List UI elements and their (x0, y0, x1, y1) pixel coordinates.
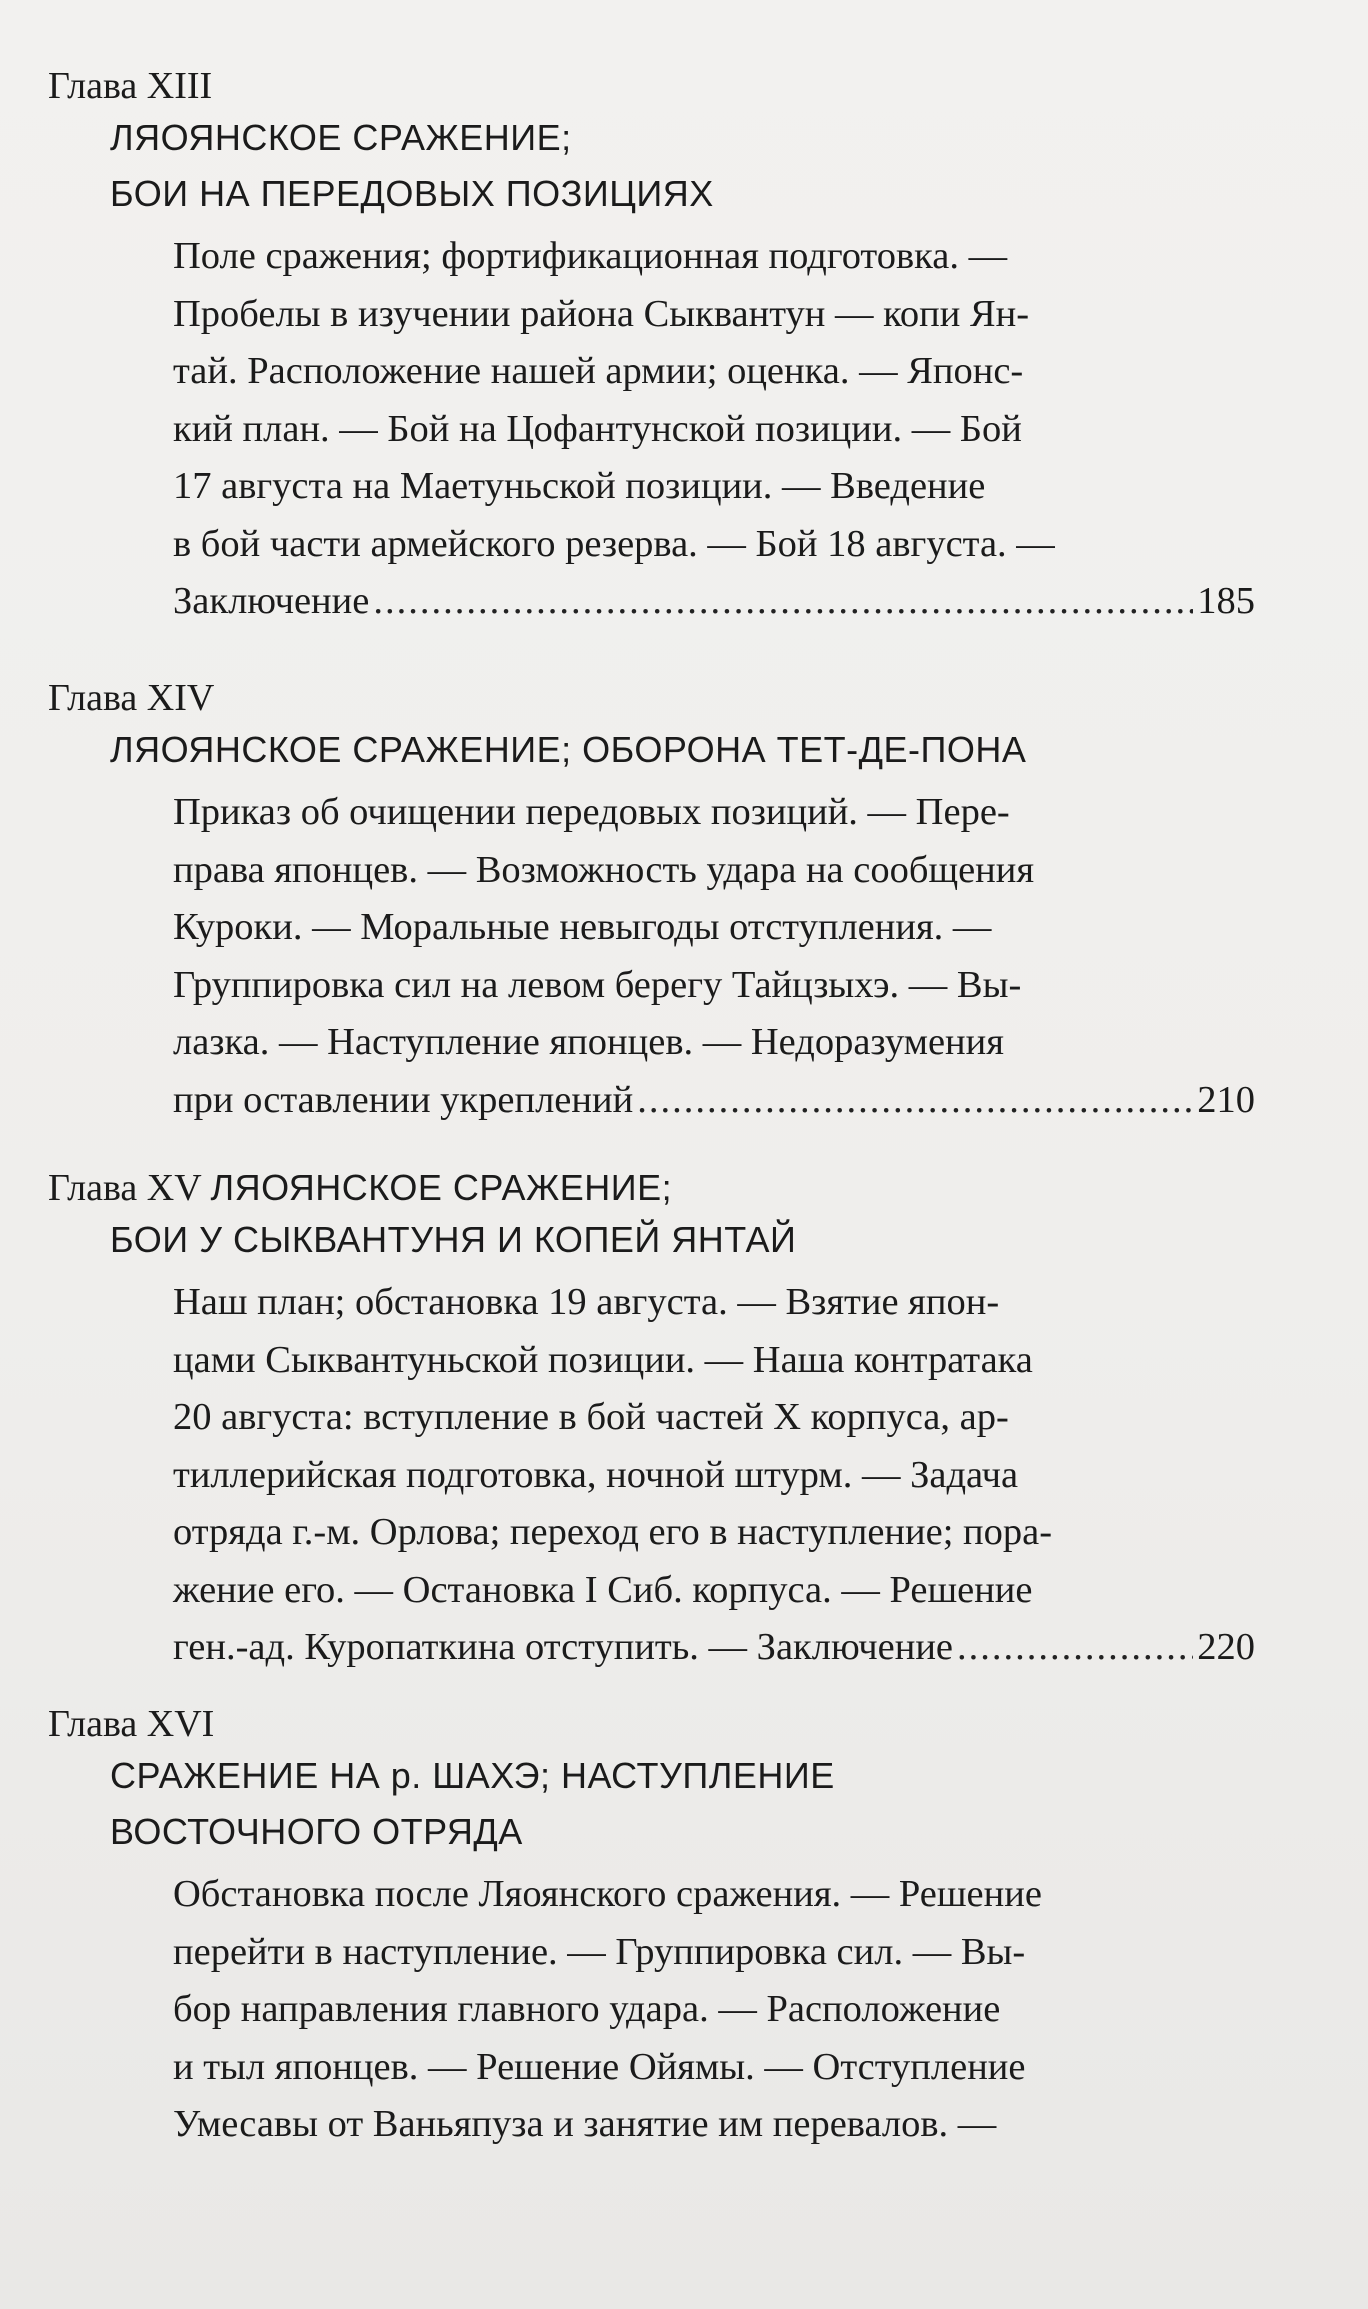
description-line: и тыл японцев. — Решение Ойямы. — Отступление (173, 2045, 1026, 2088)
chapter-title-line: ВОСТОЧНОГО ОТРЯДА (110, 1811, 523, 1852)
page-number: 185 (1197, 580, 1255, 622)
chapter-13-entry (48, 62, 1318, 631)
chapter-16-entry (48, 1700, 1318, 2154)
description-line: Обстановка после Ляоянского сражения. — Решение (173, 1873, 1042, 1915)
description-line: отряда г.-м. Орлова; переход его в наступление; пора- (173, 1511, 1053, 1553)
description-line: Наш план; обстановка 19 августа. — Взятие япон- (173, 1281, 1000, 1323)
chapter-label: Глава XIII (48, 65, 213, 107)
chapter-title-inline: ЛЯОЯНСКОЕ СРАЖЕНИЕ; (210, 1167, 673, 1208)
description-line: Приказ об очищении передовых позиций. — Пере- (173, 791, 1010, 833)
page-number: 210 (1197, 1078, 1255, 1121)
description-line: права японцев. — Возможность удара на сообщения (173, 848, 1035, 891)
description-last-text: при оставлении укреплений (173, 1078, 634, 1121)
description-line: Умесавы от Ваньяпуза и занятие им перевалов. — (173, 2103, 997, 2145)
description-line: Группировка сил на левом берегу Тайцзыхэ. — Вы- (173, 963, 1022, 1006)
description-line: Пробелы в изучении района Сыквантун — копи Ян- (173, 292, 1030, 335)
chapter-title-line: БОИ У СЫКВАНТУНЯ И КОПЕЙ ЯНТАЙ (110, 1219, 797, 1260)
description-last-line (173, 1072, 1255, 1130)
dot-leader (957, 1619, 1193, 1677)
description-last-text: Заключение (173, 580, 370, 622)
chapter-label-row (48, 1164, 1318, 1212)
description-line: Поле сражения; фортификационная подготовка. — (173, 235, 1008, 277)
description-last-text: ген.-ад. Куропаткина отступить. — Заключение (173, 1626, 954, 1668)
dot-leader (373, 573, 1193, 631)
chapter-title-line: ЛЯОЯНСКОЕ СРАЖЕНИЕ; (110, 117, 572, 158)
description-line: жение его. — Остановка I Сиб. корпуса. — Решение (173, 1568, 1033, 1611)
page-number: 220 (1197, 1626, 1255, 1668)
description-line: лазка. — Наступление японцев. — Недоразумения (173, 1021, 1004, 1063)
chapter-description (173, 784, 1255, 1129)
description-last-line (173, 1619, 1255, 1677)
description-line: в бой части армейского резерва. — Бой 18 августа. — (173, 522, 1055, 565)
chapter-14-entry (48, 674, 1318, 1129)
chapter-label: Глава XV (48, 1167, 201, 1209)
description-line: Куроки. — Моральные невыгоды отступления. — (173, 906, 992, 948)
description-line: бор направления главного удара. — Расположение (173, 1988, 1001, 2030)
chapter-title-line: СРАЖЕНИЕ НА р. ШАХЭ; НАСТУПЛЕНИЕ (110, 1755, 835, 1796)
chapter-description (173, 1274, 1255, 1677)
chapter-label: Глава XIV (48, 677, 215, 719)
description-line: цами Сыквантуньской позиции. — Наша контратака (173, 1338, 1033, 1381)
description-line: тай. Расположение нашей армии; оценка. — Японс- (173, 350, 1024, 392)
description-line: перейти в наступление. — Группировка сил. — Вы- (173, 1930, 1026, 1973)
description-line: 20 августа: вступление в бой частей X корпуса, ар- (173, 1396, 1009, 1438)
chapter-description (173, 228, 1255, 631)
dot-leader (637, 1072, 1193, 1130)
description-last-line (173, 573, 1255, 631)
chapter-title-line: ЛЯОЯНСКОЕ СРАЖЕНИЕ; ОБОРОНА ТЕТ-ДЕ-ПОНА (110, 729, 1027, 770)
chapter-label: Глава XVI (48, 1703, 215, 1745)
chapter-15-entry (48, 1164, 1318, 1677)
chapter-description (173, 1866, 1255, 2154)
chapter-title-line: БОИ НА ПЕРЕДОВЫХ ПОЗИЦИЯХ (110, 173, 714, 214)
description-line: 17 августа на Маетуньской позиции. — Введение (173, 465, 986, 507)
description-line: кий план. — Бой на Цофантунской позиции. — Бой (173, 407, 1022, 450)
description-line: тиллерийская подготовка, ночной штурм. — Задача (173, 1453, 1019, 1496)
